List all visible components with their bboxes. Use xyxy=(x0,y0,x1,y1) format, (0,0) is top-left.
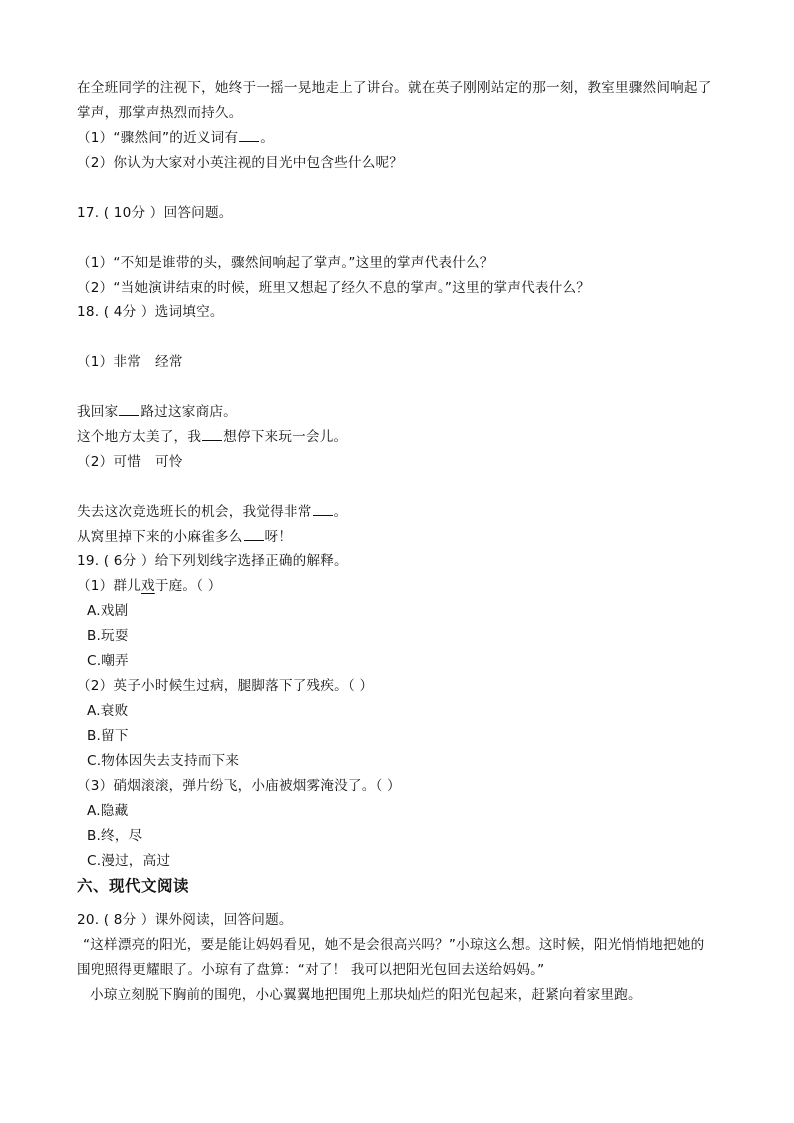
sentence-text: 路过这家商店。 xyxy=(140,404,237,420)
question-text: （1）群儿 xyxy=(77,578,142,594)
question-19-3 xyxy=(77,776,401,796)
sentence-text: 失去这次竞选班长的机会，我觉得非常 xyxy=(77,504,312,520)
option-b[interactable]: B.终，尽 xyxy=(87,828,143,844)
word-choice: 可怜 xyxy=(155,454,183,470)
underlined-char: 淹 xyxy=(320,778,335,794)
question-text: （3）硝烟滚滚，弹片纷飞，小庙被烟雾 xyxy=(77,778,321,794)
answer-blank[interactable] xyxy=(119,403,139,416)
passage-line: 在全班同学的注视下，她终于一摇一晃地走上了讲台。就在英子刚刚站定的那一刻，教室里骤然间响起了 xyxy=(77,80,712,96)
answer-blank[interactable] xyxy=(239,129,259,142)
reading-passage-line: “这样漂亮的阳光，要是能让妈妈看见，她不是会很高兴吗？”小琼这么想。这时候，阳光悄悄地把她的 xyxy=(83,937,705,953)
question-16-2: （2）你认为大家对小英注视的目光中包含些什么呢？ xyxy=(77,155,404,171)
underlined-char: 落 xyxy=(265,678,279,694)
question-text: （1）“骤然间”的近义词有 xyxy=(77,130,239,146)
reading-passage-line: 围兜照得更耀眼了。小琼有了盘算：“对了！ 我可以把阳光包回去送给妈妈。” xyxy=(77,962,545,978)
fill-sentence-4 xyxy=(77,527,292,547)
word-group-1 xyxy=(77,352,183,372)
passage-line: 掌声，那掌声热烈而持久。 xyxy=(77,105,243,121)
section-heading: 六、现代文阅读 xyxy=(77,877,190,895)
question-16-1 xyxy=(77,128,274,148)
question-19-1 xyxy=(77,576,222,596)
question-text: 下了残疾。（ ） xyxy=(278,678,374,694)
sentence-text: 从窝里掉下来的小麻雀多么 xyxy=(77,529,243,545)
option-b[interactable]: B.留下 xyxy=(87,728,129,744)
word-choice: （2）可惜 xyxy=(77,454,142,470)
question-19-2 xyxy=(77,676,373,696)
sentence-text: 我回家 xyxy=(77,404,119,420)
question-17-2: （2）“当她演讲结束的时候，班里又想起了经久不息的掌声。”这里的掌声代表什么？ xyxy=(77,280,591,296)
word-group-2 xyxy=(77,452,183,472)
answer-blank[interactable] xyxy=(313,503,333,516)
question-text: （2）英子小时候生过病，腿脚 xyxy=(77,678,266,694)
sentence-text: 呀！ xyxy=(264,529,293,545)
question-17-1: （1）“不知是谁带的头，骤然间响起了掌声。”这里的掌声代表什么？ xyxy=(77,255,494,271)
option-c[interactable]: C.物体因失去支持而下来 xyxy=(87,753,240,769)
sentence-text: 。 xyxy=(333,504,348,520)
question-17-header: 17. ( 10分 ）回答问题。 xyxy=(77,205,233,221)
underlined-char: 戏 xyxy=(141,578,155,594)
option-a[interactable]: A.衰败 xyxy=(87,703,129,719)
word-choice: （1）非常 xyxy=(77,354,142,370)
answer-blank[interactable] xyxy=(202,428,222,441)
fill-sentence-1 xyxy=(77,402,237,422)
question-19-header: 19. ( 6分 ）给下列划线字选择正确的解释。 xyxy=(77,553,348,569)
answer-blank[interactable] xyxy=(244,528,264,541)
option-a[interactable]: A.戏剧 xyxy=(87,603,129,619)
option-c[interactable]: C.嘲弄 xyxy=(87,653,129,669)
sentence-text: 这个地方太美了，我 xyxy=(77,429,202,445)
option-a[interactable]: A.隐藏 xyxy=(87,803,129,819)
question-text: 于庭。（ ） xyxy=(154,578,222,594)
question-text: 没了。（ ） xyxy=(334,778,401,794)
fill-sentence-3 xyxy=(77,502,347,522)
fill-sentence-2 xyxy=(77,427,347,447)
question-18-header: 18. ( 4分 ）选词填空。 xyxy=(77,304,224,320)
reading-passage-line: 小琼立刻脱下胸前的围兜，小心翼翼地把围兜上那块灿烂的阳光包起来，赶紧向着家里跑。 xyxy=(90,987,642,1003)
sentence-text: 想停下来玩一会儿。 xyxy=(223,429,348,445)
question-text: 。 xyxy=(260,130,275,146)
option-b[interactable]: B.玩耍 xyxy=(87,628,129,644)
question-20-header: 20. ( 8分 ）课外阅读，回答问题。 xyxy=(77,912,293,928)
option-c[interactable]: C.漫过，高过 xyxy=(87,853,171,869)
word-choice: 经常 xyxy=(155,354,183,370)
